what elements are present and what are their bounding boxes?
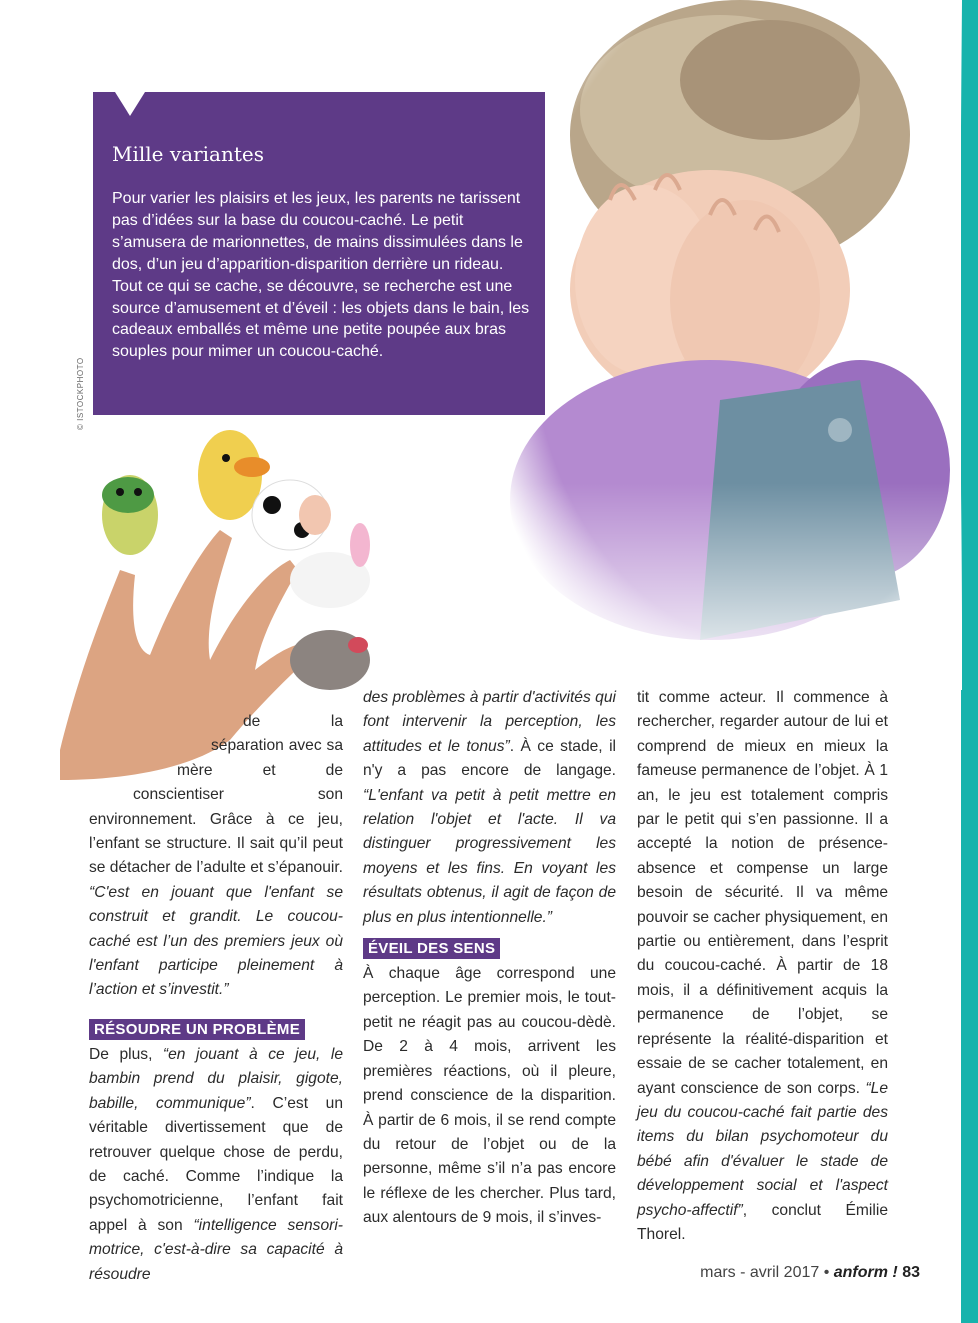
quote: “L'enfant va petit à petit mettre en relation l'objet et l'acte. Il va distinguer progressivement les moyens et les fins. En voyant les résultats obtenus, il agit de façon de plus en plus intentionnelle.”: [363, 786, 616, 926]
quote: “en jouant à ce jeu, le bambin prend du plaisir, gigote, babille, communique”: [89, 1045, 343, 1112]
quote: des problèmes à partir d'activités qui font intervenir la perception, les attitudes et le tonus”: [363, 689, 616, 755]
article-column-1: [89, 710, 343, 1287]
paragraph: de la séparation avec sa mère et de conscientiser son environnement. Grâce à ce jeu, l’enfant se structure. Il sait qu’il peut se détacher de l’adulte et s’épanouir. “C'est en jouant que l'enfant se construit et grandit. Le coucou-caché est l’un des premiers jeux où l'enfant participe pleinement à l’action et s’investit.”: [89, 713, 344, 999]
magazine-name: anform !: [833, 1264, 898, 1281]
paragraph: tit comme acteur. Il commence à rechercher, regarder autour de lui et comprend de mieux en mieux la fameuse permanence de l’objet. À 1 an, le jeu est totalement compris par le petit qui s’en passionne. Il a accepté la notion de présence-absence et compense un large besoin de sécurité. Il va même pouvoir se cacher physiquement, en partie ou entièrement, dans l’esprit du coucou-caché. À partir de 18 mois, il a définitivement acquis la permanence de l’objet, se représente la réalité-disparition et essaie de se cacher totalement, en ayant conscience de son corps. “Le jeu du coucou-caché fait partie des items du bilan psychomoteur du bébé afin d'évaluer le stade de développement social et l'aspect psycho-affectif”, conclut Émilie Thorel.: [637, 689, 888, 1243]
quote: “C'est en jouant que l'enfant se construit et grandit. Le coucou-caché est l’un des premiers jeux où l'enfant participe pleinement à l’action et s’investit.”: [89, 883, 343, 999]
paragraph: des problèmes à partir d'activités qui font intervenir la perception, les attitudes et le tonus”. À ce stade, il n'y a pas encore de langage. “L'enfant va petit à petit mettre en relation l'objet et l'acte. Il va distinguer progressivement les moyens et les fins. En voyant les résultats obtenus, il agit de façon de plus en plus intentionnelle.”: [363, 689, 616, 926]
photo-credit: © ISTOCKPHOTO: [76, 357, 85, 430]
paragraph: À chaque âge correspond une perception. Le premier mois, le tout-petit ne réagit pas au coucou-dèdè. De 2 à 4 mois, arrivent les premières réactions, où il pleure, prend conscience de la disparition. À partir de 6 mois, il se rend compte du retour de l’objet ou de la personne, même s’il n’a pas encore le réflexe de les chercher. Plus tard, aux alentours de 9 mois, il s’inves-: [363, 965, 616, 1227]
issue-date: mars - avril 2017 •: [700, 1264, 834, 1281]
quote: “intelligence sensori-motrice, c'est-à-dire sa capacité à résoudre: [89, 1216, 343, 1283]
paragraph: De plus, “en jouant à ce jeu, le bambin prend du plaisir, gigote, babille, communique”. C’est un véritable divertissement que de retrouver quelque chose de perdu, de caché. Comme l’indique la psychomotricienne, l’enfant fait appel à son “intelligence sensori-motrice, c'est-à-dire sa capacité à résoudre: [89, 1045, 344, 1283]
article-column-2: [363, 686, 616, 1231]
article-column-3: [637, 686, 888, 1247]
sidebar-notch: [115, 92, 145, 116]
sidebar-body: Pour varier les plaisirs et les jeux, les parents ne tarissent pas d’idées sur la base du coucou-caché. Le petit s’amusera de marionnettes, de mains dissimulées dans le dos, d’un jeu d’apparition-disparition derrière un rideau. Tout ce qui se cache, se découvre, se recherche est une source d’amusement et d’éveil : les objets dans le bain, les cadeaux emballés et même une petite poupée aux bras souples pour mimer un coucou-caché.: [112, 190, 530, 361]
sidebar-title: Mille variantes: [112, 142, 264, 166]
quote: “Le jeu du coucou-caché fait partie des items du bilan psychomoteur du bébé afin d'évaluer le stade de développement social et l'aspect psycho-affectif”: [637, 1079, 888, 1219]
section-heading: RÉSOUDRE UN PROBLÈME: [89, 1019, 305, 1040]
page-footer: [700, 1264, 920, 1282]
sidebar-box: [93, 92, 545, 415]
edge-color-bar: [961, 0, 978, 1323]
page-number: 83: [902, 1264, 920, 1281]
section-heading: ÉVEIL DES SENS: [363, 938, 500, 959]
